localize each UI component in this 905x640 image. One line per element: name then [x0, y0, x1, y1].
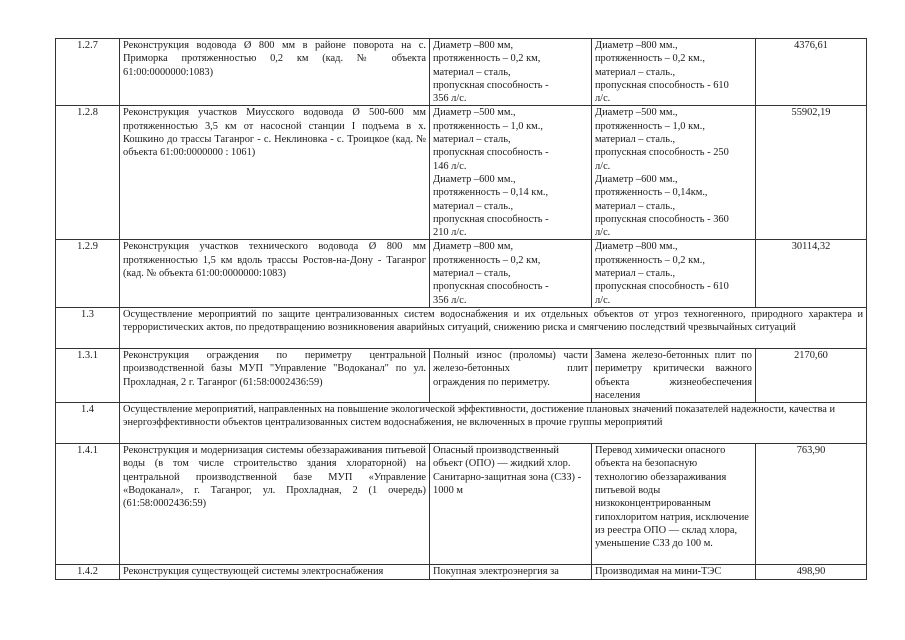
- table-row: [56, 106, 867, 240]
- table-row: [56, 39, 867, 106]
- row-number: 1.2.8: [56, 106, 120, 240]
- section-title: Осуществление мероприятий, направленных на повышение экологической эффективности, достижение плановых значений показателей надежности, качества и энергоэффективности объектов централизованных систем водоснабжения, не включенных в прочие группы мероприятий: [120, 403, 867, 444]
- current-state: Диаметр –500 мм., протяженность – 1,0 км., материал – сталь, пропускная способность - 146 л/с. Диаметр –600 мм., протяженность – 0,14 км., материал – сталь., пропускная способность - 210 л/с.: [430, 106, 592, 240]
- measure-description: Реконструкция существующей системы электроснабжения: [120, 565, 430, 580]
- table-row: [56, 348, 867, 402]
- measure-description: Реконструкция и модернизация системы обеззараживания питьевой воды (в том числе строительство здания хлораторной) на центральной производственной базе МУП «Управление «Водоканал», г. Таганрог, ул. Прохладная, 2 (1 очередь) (61:58:0002436:59): [120, 444, 430, 565]
- section-row: [56, 307, 867, 348]
- cost-value: 30114,32: [756, 240, 867, 307]
- current-state: Покупная электроэнергия за: [430, 565, 592, 580]
- section-row: [56, 403, 867, 444]
- row-number: 1.2.9: [56, 240, 120, 307]
- current-state: Полный износ (проломы) части железо-бетонных плит ограждения по периметру.: [430, 348, 592, 402]
- table-row: [56, 444, 867, 565]
- planned-state: Производимая на мини-ТЭС: [592, 565, 756, 580]
- measure-description: Реконструкция ограждения по периметру центральной производственной базы МУП "Управление "Водоканал" по ул. Прохладная, 2 г. Таганрог (61:58:0002436:59): [120, 348, 430, 402]
- row-number: 1.4.2: [56, 565, 120, 580]
- table-row: [56, 240, 867, 307]
- planned-state: Диаметр –800 мм., протяженность – 0,2 км., материал – сталь., пропускная способность - 610 л/с.: [592, 240, 756, 307]
- measure-description: Реконструкция водовода Ø 800 мм в районе поворота на с. Приморка протяженностью 0,2 км (кад. № объекта 61:00:0000000:1083): [120, 39, 430, 106]
- cost-value: 4376,61: [756, 39, 867, 106]
- row-number: 1.4.1: [56, 444, 120, 565]
- cost-value: 498,90: [756, 565, 867, 580]
- section-number: 1.3: [56, 307, 120, 348]
- planned-state: Замена железо-бетонных плит по периметру критически важного объекта жизнеобеспечения населения: [592, 348, 756, 402]
- investment-program-table: [55, 38, 867, 580]
- planned-state: Диаметр –800 мм., протяженность – 0,2 км., материал – сталь., пропускная способность - 610 л/с.: [592, 39, 756, 106]
- cost-value: 763,90: [756, 444, 867, 565]
- cost-value: 2170,60: [756, 348, 867, 402]
- current-state: Опасный производственный объект (ОПО) — жидкий хлор. Санитарно-защитная зона (СЗЗ) - 1000 м: [430, 444, 592, 565]
- table-row: [56, 565, 867, 580]
- row-number: 1.2.7: [56, 39, 120, 106]
- current-state: Диаметр –800 мм, протяженность – 0,2 км, материал – сталь, пропускная способность - 356 л/с.: [430, 240, 592, 307]
- row-number: 1.3.1: [56, 348, 120, 402]
- measure-description: Реконструкция участков технического водовода Ø 800 мм протяженностью 1,5 км вдоль трассы Ростов-на-Дону - Таганрог (кад. № объекта 61:00:0000000:1083): [120, 240, 430, 307]
- current-state: Диаметр –800 мм, протяженность – 0,2 км, материал – сталь, пропускная способность - 356 л/с.: [430, 39, 592, 106]
- cost-value: 55902,19: [756, 106, 867, 240]
- measure-description: Реконструкция участков Миусского водовода Ø 500-600 мм протяженностью 3,5 км от насосной станции I подъема в х. Кошкино до трассы Таганрог - с. Неклиновка - с. Троицкое (кад. № объекта 61:00:0000000 : 1061): [120, 106, 430, 240]
- planned-state: Диаметр –500 мм., протяженность – 1,0 км., материал – сталь., пропускная способность - 250 л/с. Диаметр –600 мм., протяженность – 0,14км., материал – сталь., пропускная способность - 360 л/с.: [592, 106, 756, 240]
- planned-state: Перевод химически опасного объекта на безопасную технологию обеззараживания питьевой воды низкоконцентрированным гипохлоритом натрия, исключение из реестра ОПО — склад хлора, уменьшение СЗЗ до 100 м.: [592, 444, 756, 565]
- section-title: Осуществление мероприятий по защите централизованных систем водоснабжения и их отдельных объектов от угроз техногенного, природного характера и террористических актов, по предотвращению возникновения аварийных ситуаций, снижению риска и смягчению последствий чрезвычайных ситуаций: [120, 307, 867, 348]
- section-number: 1.4: [56, 403, 120, 444]
